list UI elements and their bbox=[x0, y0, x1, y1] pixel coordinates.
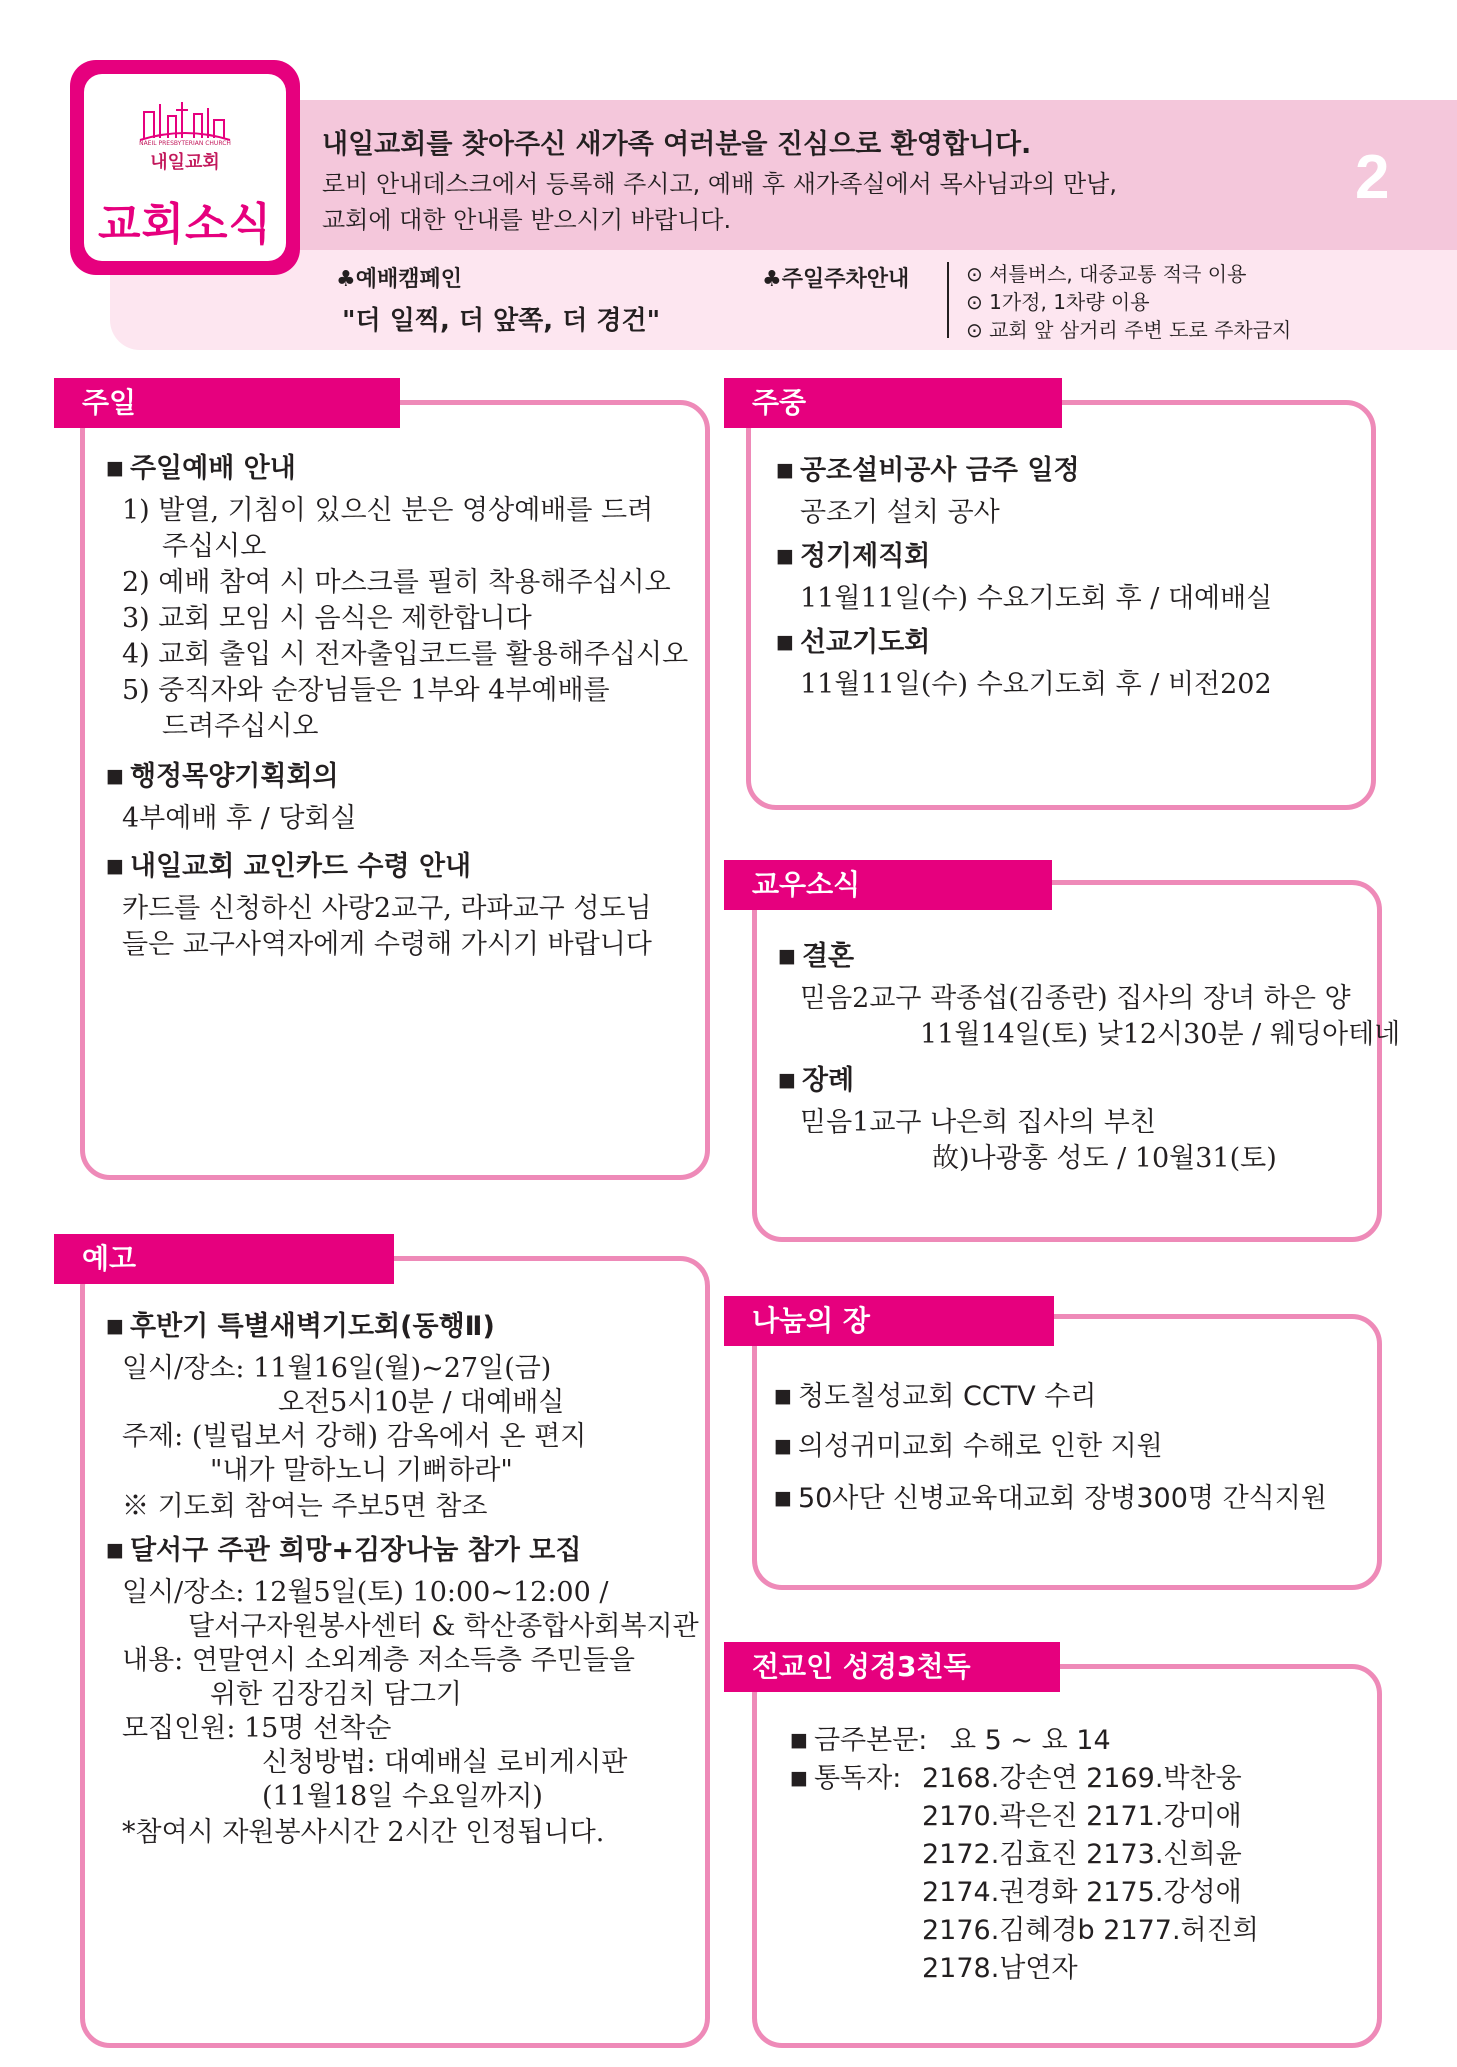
sunday-tab: 주일 bbox=[54, 378, 400, 428]
sunday-item: 4) 교회 출입 시 전자출입코드를 활용해주십시오 bbox=[122, 639, 689, 670]
parking-item: ⊙ 교회 앞 삼거리 주변 도로 주차금지 bbox=[966, 318, 1292, 342]
campaign-quote: "더 일찍, 더 앞쪽, 더 경건" bbox=[342, 306, 661, 336]
weekday-heading-mission: ■ 선교기도회 bbox=[776, 620, 930, 659]
weekday-heading-construction: ■ 공조설비공사 금주 일정 bbox=[776, 448, 1080, 487]
weekday-heading-deacons: ■ 정기제직회 bbox=[776, 534, 930, 573]
parking-label: ♣주일주차안내 bbox=[762, 267, 910, 292]
logo-tagline: NAEIL PRESBYTERIAN CHURCH bbox=[139, 140, 231, 147]
parking-divider bbox=[947, 262, 949, 338]
welcome-line-2: 교회에 대한 안내를 받으시기 바랍니다. bbox=[322, 206, 732, 234]
sunday-card-detail: 카드를 신청하신 사랑2교구, 라파교구 성도님 bbox=[122, 893, 652, 924]
notice-tab: 예고 bbox=[54, 1234, 394, 1284]
notice-kimjang-detail: 내용: 연말연시 소외계층 저소득층 주민들을 bbox=[122, 1645, 635, 1676]
bible-reader-line: 2172.김효진 2173.신희윤 bbox=[922, 1839, 1242, 1870]
notice-heading-kimjang: ■ 달서구 주관 희망+김장나눔 참가 모집 bbox=[106, 1528, 581, 1567]
weekday-construction-detail: 공조기 설치 공사 bbox=[800, 497, 1000, 528]
bible-reader-line: 2168.강손연 2169.박찬웅 bbox=[922, 1763, 1242, 1794]
welcome-line-1: 로비 안내데스크에서 등록해 주시고, 예배 후 새가족실에서 목사님과의 만남, bbox=[322, 170, 1117, 198]
notice-prayer-detail: 일시/장소: 11월16일(월)~27일(금) bbox=[122, 1353, 552, 1384]
sharing-item: ■ 의성귀미교회 수해로 인한 지원 bbox=[774, 1424, 1163, 1463]
parking-item: ⊙ 1가정, 1차량 이용 bbox=[966, 290, 1150, 314]
members-wedding-detail: 믿음2교구 곽종섭(김종란) 집사의 장녀 하은 양 bbox=[800, 983, 1351, 1014]
weekday-deacons-detail: 11월11일(수) 수요기도회 후 / 대예배실 bbox=[800, 583, 1273, 614]
notice-prayer-detail: 오전5시10분 / 대예배실 bbox=[278, 1387, 565, 1418]
sunday-item: 1) 발열, 기침이 있으신 분은 영상예배를 드려 bbox=[122, 495, 654, 526]
members-tab: 교우소식 bbox=[724, 860, 1052, 910]
sunday-heading-card: ■ 내일교회 교인카드 수령 안내 bbox=[106, 844, 471, 883]
weekday-tab: 주중 bbox=[724, 378, 1062, 428]
weekday-mission-detail: 11월11일(수) 수요기도회 후 / 비전202 bbox=[800, 669, 1272, 700]
members-heading-funeral: ■ 장례 bbox=[778, 1058, 854, 1097]
members-funeral-detail: 믿음1교구 나은희 집사의 부친 bbox=[800, 1107, 1156, 1138]
members-heading-wedding: ■ 결혼 bbox=[778, 934, 854, 973]
sharing-item: ■ 청도칠성교회 CCTV 수리 bbox=[774, 1374, 1096, 1413]
bible-readers-label: ■ 통독자: bbox=[790, 1756, 901, 1795]
notice-kimjang-detail: 일시/장소: 12월5일(토) 10:00~12:00 / bbox=[122, 1577, 609, 1608]
welcome-heading: 내일교회를 찾아주신 새가족 여러분을 진심으로 환영합니다. bbox=[322, 129, 1032, 160]
page-number: 2 bbox=[1355, 143, 1390, 212]
notice-prayer-detail: 주제: (빌립보서 강해) 감옥에서 온 편지 bbox=[122, 1421, 587, 1452]
sunday-item: 드려주십시오 bbox=[162, 711, 319, 742]
notice-kimjang-detail: 위한 김장김치 담그기 bbox=[210, 1679, 462, 1710]
notice-kimjang-detail: 모집인원: 15명 선착순 bbox=[122, 1713, 392, 1744]
sharing-tab: 나눔의 장 bbox=[724, 1296, 1054, 1346]
sunday-item: 주십시오 bbox=[162, 531, 267, 562]
campaign-label: ♣예배캠페인 bbox=[336, 267, 462, 292]
bible-passage-label: ■ 금주본문: bbox=[790, 1718, 927, 1757]
bible-passage-value: 요 5 ~ 요 14 bbox=[950, 1725, 1111, 1756]
sunday-item: 2) 예배 참여 시 마스크를 필히 착용해주십시오 bbox=[122, 567, 671, 598]
members-funeral-detail: 故)나광홍 성도 / 10월31(토) bbox=[932, 1143, 1277, 1174]
bible-tab: 전교인 성경3천독 bbox=[724, 1642, 1060, 1692]
bible-reader-line: 2176.김혜경b 2177.허진희 bbox=[922, 1915, 1259, 1946]
church-skyline-icon bbox=[138, 96, 232, 142]
notice-heading-prayer: ■ 후반기 특별새벽기도회(동행Ⅱ) bbox=[106, 1304, 495, 1343]
sunday-item: 5) 중직자와 순장님들은 1부와 4부예배를 bbox=[122, 675, 610, 706]
notice-prayer-detail: "내가 말하노니 기뻐하라" bbox=[210, 1455, 513, 1486]
sunday-meeting-detail: 4부예배 후 / 당회실 bbox=[122, 803, 357, 834]
notice-kimjang-detail: 신청방법: 대예배실 로비게시판 bbox=[262, 1747, 628, 1778]
notice-kimjang-detail: *참여시 자원봉사시간 2시간 인정됩니다. bbox=[122, 1817, 605, 1848]
sunday-heading-worship: ■ 주일예배 안내 bbox=[106, 446, 296, 485]
bible-reader-line: 2170.곽은진 2171.강미애 bbox=[922, 1801, 1242, 1832]
sharing-item: ■ 50사단 신병교육대교회 장병300명 간식지원 bbox=[774, 1476, 1327, 1515]
notice-prayer-detail: ※ 기도회 참여는 주보5면 참조 bbox=[122, 1491, 488, 1522]
bible-reader-line: 2178.남연자 bbox=[922, 1953, 1078, 1984]
sunday-item: 3) 교회 모임 시 음식은 제한합니다 bbox=[122, 603, 532, 634]
notice-kimjang-detail: (11월18일 수요일까지) bbox=[262, 1781, 543, 1812]
parking-item: ⊙ 셔틀버스, 대중교통 적극 이용 bbox=[966, 262, 1247, 286]
members-wedding-detail: 11월14일(토) 낮12시30분 / 웨딩아테네 bbox=[920, 1019, 1401, 1050]
notice-kimjang-detail: 달서구자원봉사센터 & 학산종합사회복지관 bbox=[188, 1611, 699, 1642]
logo-title: 교회소식 bbox=[97, 199, 272, 250]
bible-reader-line: 2174.권경화 2175.강성애 bbox=[922, 1877, 1242, 1908]
sunday-card-detail: 들은 교구사역자에게 수령해 가시기 바랍니다 bbox=[122, 929, 652, 960]
sunday-heading-meeting: ■ 행정목양기획회의 bbox=[106, 754, 339, 793]
logo-church-name: 내일교회 bbox=[150, 152, 220, 173]
